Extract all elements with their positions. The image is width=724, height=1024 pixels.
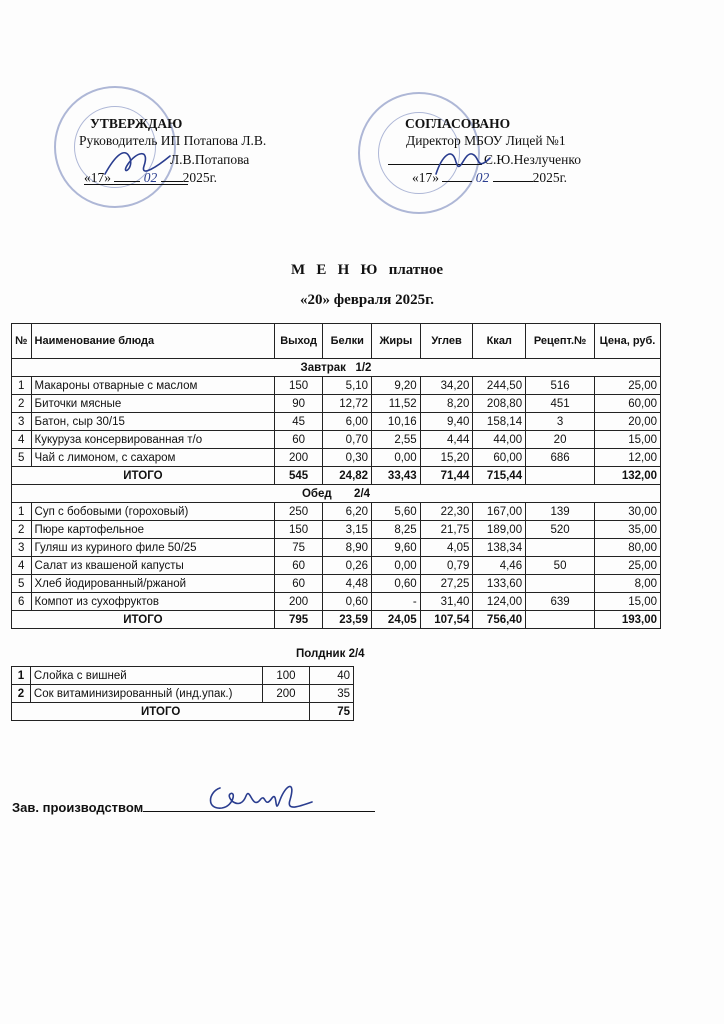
total-price: 193,00 [595, 611, 661, 629]
dish-yield: 75 [274, 539, 323, 557]
dish-carbs: 4,44 [420, 431, 473, 449]
row-number: 2 [12, 395, 32, 413]
total-kcal: 756,40 [473, 611, 526, 629]
dish-proteins: 0,60 [323, 593, 372, 611]
total-fats: 24,05 [372, 611, 421, 629]
table-row [12, 575, 661, 593]
dish-kcal: 158,14 [473, 413, 526, 431]
agree-position: Директор МБОУ Лицей №1 [406, 133, 566, 148]
dish-yield: 90 [274, 395, 323, 413]
col-recipe: Рецепт.№ [526, 324, 595, 359]
row-number: 6 [12, 593, 32, 611]
table-row [12, 667, 354, 685]
dish-name: Хлеб йодированный/ржаной [31, 575, 274, 593]
dish-kcal: 124,00 [473, 593, 526, 611]
row-number: 3 [12, 539, 32, 557]
col-fats: Жиры [372, 324, 421, 359]
dish-kcal: 167,00 [473, 503, 526, 521]
dish-recipe: 520 [526, 521, 595, 539]
dish-price: 15,00 [595, 593, 661, 611]
row-number: 4 [12, 557, 32, 575]
agree-name: С.Ю.Незлученко [484, 152, 581, 167]
dish-recipe [526, 575, 595, 593]
total-carbs: 107,54 [420, 611, 473, 629]
total-label: ИТОГО [12, 611, 275, 629]
approve-signature [100, 136, 180, 186]
dish-recipe: 20 [526, 431, 595, 449]
dish-yield: 45 [274, 413, 323, 431]
dish-proteins: 3,15 [323, 521, 372, 539]
approve-date-day: «17» [84, 170, 111, 185]
col-yield: Выход [274, 324, 323, 359]
dish-yield: 150 [274, 377, 323, 395]
col-proteins: Белки [323, 324, 372, 359]
dish-carbs: 31,40 [420, 593, 473, 611]
menu-title: М Е Н Ю платное [290, 262, 444, 278]
dish-kcal: 138,34 [473, 539, 526, 557]
dish-proteins: 12,72 [323, 395, 372, 413]
dish-yield: 60 [274, 557, 323, 575]
agree-heading: СОГЛАСОВАНО [405, 116, 511, 131]
total-row [12, 703, 354, 721]
dish-fats: 10,16 [372, 413, 421, 431]
col-number: № [12, 324, 32, 359]
total-carbs: 71,44 [420, 467, 473, 485]
dish-proteins: 6,00 [323, 413, 372, 431]
total-yield: 545 [274, 467, 323, 485]
agree-date-day: «17» [412, 170, 439, 185]
dish-price: 35,00 [595, 521, 661, 539]
dish-fats: 5,60 [372, 503, 421, 521]
dish-carbs: 34,20 [420, 377, 473, 395]
row-number: 2 [12, 685, 31, 703]
dish-fats: 0,00 [372, 557, 421, 575]
dish-name: Суп с бобовыми (гороховый) [31, 503, 274, 521]
dish-carbs: 15,20 [420, 449, 473, 467]
dish-yield: 200 [274, 593, 323, 611]
row-number: 5 [12, 575, 32, 593]
dish-yield: 150 [274, 521, 323, 539]
dish-proteins: 0,70 [323, 431, 372, 449]
total-price: 75 [310, 703, 354, 721]
section-label: Завтрак 1/2 [12, 359, 661, 377]
dish-carbs: 27,25 [420, 575, 473, 593]
dish-fats: 8,25 [372, 521, 421, 539]
dish-price: 40 [310, 667, 354, 685]
dish-name: Компот из сухофруктов [31, 593, 274, 611]
row-number: 1 [12, 667, 31, 685]
dish-name: Кукуруза консервированная т/о [31, 431, 274, 449]
dish-kcal: 189,00 [473, 521, 526, 539]
total-price: 132,00 [595, 467, 661, 485]
total-row [12, 467, 661, 485]
dish-carbs: 22,30 [420, 503, 473, 521]
total-proteins: 23,59 [323, 611, 372, 629]
dish-kcal: 208,80 [473, 395, 526, 413]
section-breakfast [12, 359, 661, 377]
agree-signature [430, 138, 500, 188]
dish-yield: 60 [274, 431, 323, 449]
footer-label: Зав. производством [12, 800, 144, 815]
snack-label: Полдник 2/4 [296, 648, 365, 660]
table-row [12, 449, 661, 467]
dish-price: 35 [310, 685, 354, 703]
dish-carbs: 0,79 [420, 557, 473, 575]
dish-carbs: 21,75 [420, 521, 473, 539]
dish-name: Чай с лимоном, с сахаром [31, 449, 274, 467]
dish-recipe: 516 [526, 377, 595, 395]
total-recipe [526, 611, 595, 629]
dish-carbs: 9,40 [420, 413, 473, 431]
dish-kcal: 4,46 [473, 557, 526, 575]
dish-proteins: 0,30 [323, 449, 372, 467]
dish-name: Гуляш из куриного филе 50/25 [31, 539, 274, 557]
dish-recipe: 451 [526, 395, 595, 413]
dish-price: 12,00 [595, 449, 661, 467]
dish-name: Макароны отварные с маслом [31, 377, 274, 395]
dish-price: 15,00 [595, 431, 661, 449]
col-carbs: Углев [420, 324, 473, 359]
approve-date-year: 2025г. [182, 170, 218, 185]
dish-fats: 0,00 [372, 449, 421, 467]
dish-price: 20,00 [595, 413, 661, 431]
dish-name: Пюре картофельное [31, 521, 274, 539]
dish-kcal: 133,60 [473, 575, 526, 593]
dish-fats: 9,60 [372, 539, 421, 557]
footer-signature [200, 770, 330, 830]
dish-recipe: 3 [526, 413, 595, 431]
total-label: ИТОГО [12, 703, 310, 721]
dish-fats: 0,60 [372, 575, 421, 593]
agree-date-year: 2025г. [532, 170, 568, 185]
total-fats: 33,43 [372, 467, 421, 485]
dish-name: Салат из квашеной капусты [31, 557, 274, 575]
dish-price: 60,00 [595, 395, 661, 413]
dish-fats: - [372, 593, 421, 611]
total-row [12, 611, 661, 629]
table-row [12, 593, 661, 611]
dish-kcal: 60,00 [473, 449, 526, 467]
total-proteins: 24,82 [323, 467, 372, 485]
dish-carbs: 8,20 [420, 395, 473, 413]
dish-name: Сок витаминизированный (инд.упак.) [30, 685, 262, 703]
dish-name: Слойка с вишней [30, 667, 262, 685]
row-number: 5 [12, 449, 32, 467]
table-row [12, 413, 661, 431]
dish-price: 8,00 [595, 575, 661, 593]
dish-proteins: 8,90 [323, 539, 372, 557]
approve-name: Л.В.Потапова [170, 152, 250, 167]
dish-price: 25,00 [595, 557, 661, 575]
dish-price: 25,00 [595, 377, 661, 395]
dish-yield: 60 [274, 575, 323, 593]
table-row [12, 377, 661, 395]
dish-price: 30,00 [595, 503, 661, 521]
approve-heading: УТВЕРЖДАЮ [90, 116, 183, 131]
dish-recipe [526, 539, 595, 557]
dish-kcal: 244,50 [473, 377, 526, 395]
snack-table [11, 666, 354, 721]
dish-carbs: 4,05 [420, 539, 473, 557]
dish-proteins: 6,20 [323, 503, 372, 521]
row-number: 3 [12, 413, 32, 431]
dish-yield: 250 [274, 503, 323, 521]
table-row [12, 431, 661, 449]
table-row [12, 521, 661, 539]
col-dish-name: Наименование блюда [31, 324, 274, 359]
dish-yield: 200 [274, 449, 323, 467]
dish-price: 80,00 [595, 539, 661, 557]
table-row [12, 395, 661, 413]
dish-recipe: 639 [526, 593, 595, 611]
dish-proteins: 0,26 [323, 557, 372, 575]
table-row [12, 557, 661, 575]
dish-proteins: 5,10 [323, 377, 372, 395]
dish-yield: 200 [262, 685, 310, 703]
col-price: Цена, руб. [595, 324, 661, 359]
row-number: 4 [12, 431, 32, 449]
dish-fats: 9,20 [372, 377, 421, 395]
total-label: ИТОГО [12, 467, 275, 485]
row-number: 1 [12, 377, 32, 395]
dish-fats: 11,52 [372, 395, 421, 413]
dish-name: Батон, сыр 30/15 [31, 413, 274, 431]
col-kcal: Ккал [473, 324, 526, 359]
row-number: 2 [12, 521, 32, 539]
table-row [12, 503, 661, 521]
dish-yield: 100 [262, 667, 310, 685]
approve-position: Руководитель ИП Потапова Л.В. [79, 133, 267, 148]
total-yield: 795 [274, 611, 323, 629]
approve-date-month: 02 [143, 170, 158, 185]
agree-date-month: 02 [475, 170, 490, 185]
total-recipe [526, 467, 595, 485]
dish-fats: 2,55 [372, 431, 421, 449]
dish-proteins: 4,48 [323, 575, 372, 593]
table-row [12, 539, 661, 557]
dish-name: Биточки мясные [31, 395, 274, 413]
dish-kcal: 44,00 [473, 431, 526, 449]
table-header-row [12, 324, 661, 359]
total-kcal: 715,44 [473, 467, 526, 485]
menu-table [11, 323, 661, 629]
menu-date: «20» февраля 2025г. [299, 292, 434, 308]
dish-recipe: 686 [526, 449, 595, 467]
dish-recipe: 50 [526, 557, 595, 575]
section-label: Обед 2/4 [12, 485, 661, 503]
dish-recipe: 139 [526, 503, 595, 521]
table-row [12, 685, 354, 703]
section-lunch [12, 485, 661, 503]
row-number: 1 [12, 503, 32, 521]
